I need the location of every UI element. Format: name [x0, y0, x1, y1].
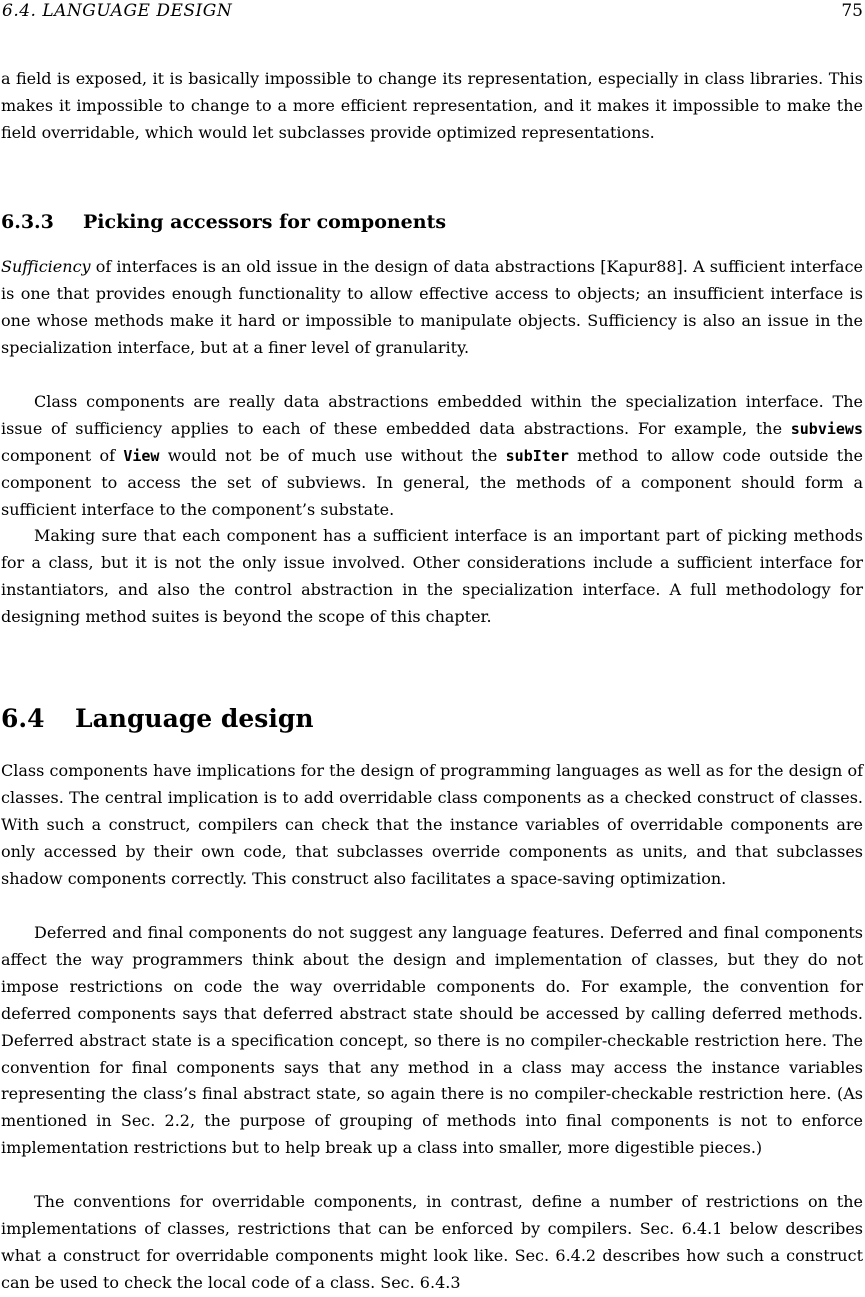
paragraph-field-exposed: a field is exposed, it is basically impossible to change its representation, especially in class libraries. This makes it impossible to change to a more efficient representation, and it makes it impossible to make the field overridable, which would let subclasses provide optimized representations. — [1, 69, 863, 142]
text-run-4: method to allow code outside the component to access the set of subviews. In general, the methods of a component should form a sufficient interface to the component’s substate. — [1, 445, 864, 519]
paragraph-making-sure: Making sure that each component has a sufficient interface is an important part of picking methods for a class, but it is not the only issue involved. Other considerations include a sufficient interface for instantiators, and also the control abstraction in the specialization interface. A full methodology for designing method suites is beyond the scope of this chapter. — [1, 526, 863, 626]
text-run-2: component of — [1, 445, 124, 465]
section-heading-6-4 — [1, 700, 314, 738]
text-run-3: would not be of much use without the — [159, 445, 506, 465]
paragraph-sufficiency — [1, 254, 863, 362]
paragraph-overridable-conventions: The conventions for overridable components, in contrast, define a number of restrictions on the implementations of classes, restrictions that can be enforced by compilers. Sec. 6.4.1 below describes what a construct for overridable components might look like. Sec. 6.4.2 describes how such a construct can be used to check the local code of a class. Sec. 6.4.3 — [1, 1192, 863, 1292]
code-subiter: subIter — [505, 446, 569, 465]
section-title: Language design — [75, 704, 314, 733]
subsection-number: 6.3.3 — [1, 211, 54, 233]
paragraph-deferred-final: Deferred and final components do not suggest any language features. Deferred and final components affect the way programmers think about the design and implementation of classes, but they do not impose restrictions on code the way overridable components do. For example, the convention for deferred components says that deferred abstract state should be accessed by calling deferred methods. Deferred abstract state is a specification concept, so there is no compiler-checkable restriction here. The convention for final components says that any method in a class may access the instance variables representing the class’s final abstract state, so again there is no compiler-checkable restriction here. (As mentioned in Sec. 2.2, the purpose of grouping of methods into final components is not to enforce implementation restrictions but to help break up a class into smaller, more digestible pieces.) — [1, 923, 863, 1158]
paragraph-implications: Class components have implications for the design of programming languages as well as for the design of classes. The central implication is to add overridable class components as a checked construct of classes. With such a construct, compilers can check that the instance variables of overridable components are only accessed by their own code, that subclasses override components as units, and that subclasses shadow components correctly. This construct also facilitates a space-saving optimization. — [1, 761, 863, 888]
running-header-title: 6.4. LANGUAGE DESIGN — [2, 1, 233, 21]
paragraph-sufficiency-text: of interfaces is an old issue in the design of data abstractions [Kapur88]. A sufficient interface is one that provides enough functionality to allow effective access to objects; an insufficient interface is one whose methods make it hard or impossible to manipulate objects. Sufficiency is also an issue in the specialization interface, but at a finer level of granularity. — [1, 257, 863, 357]
subsection-heading-6-3-3 — [1, 207, 446, 237]
section-number: 6.4 — [1, 704, 45, 733]
emphasis-sufficiency: Sufficiency — [1, 257, 91, 276]
paragraph-class-components — [1, 389, 863, 524]
page-number: 75 — [841, 1, 863, 21]
code-subviews: subviews — [790, 419, 863, 438]
text-run-1: Class components are really data abstractions embedded within the specialization interface. The issue of sufficiency applies to each of these embedded data abstractions. For example, the — [1, 392, 863, 438]
running-header — [2, 0, 863, 24]
subsection-title: Picking accessors for components — [83, 211, 447, 233]
code-view: View — [123, 446, 160, 465]
